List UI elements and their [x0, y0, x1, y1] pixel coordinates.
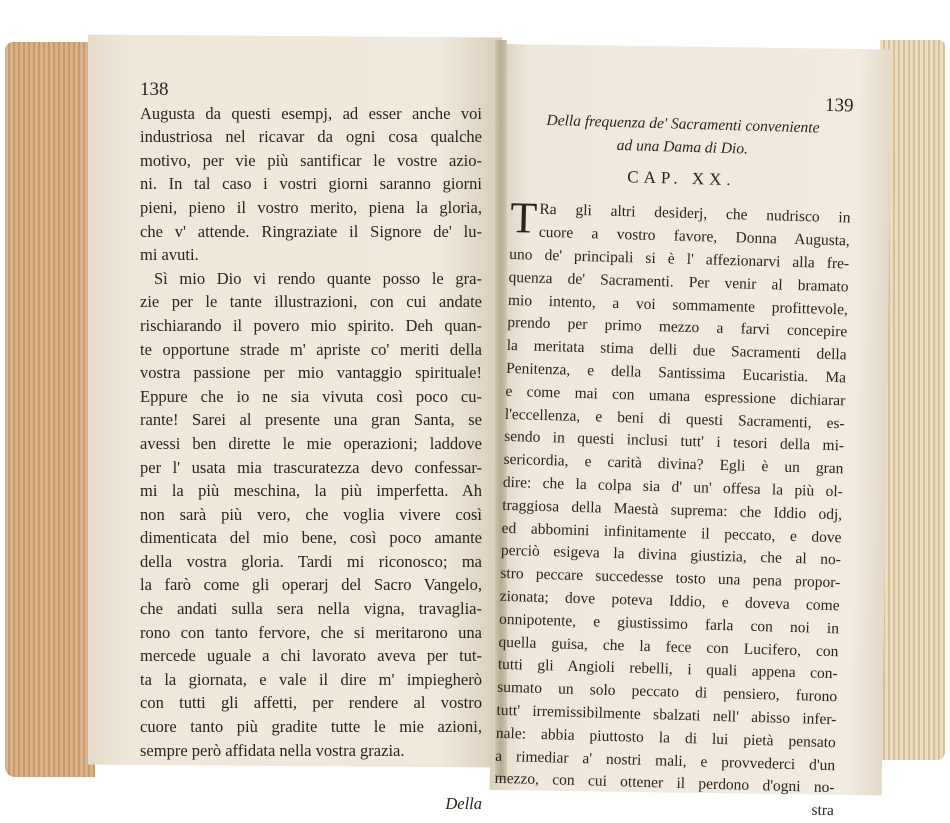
- text-line: Eppure che io ne sia vivuta così poco cu-: [140, 386, 482, 406]
- text-line: per l' usata mia trascuratezza devo confessar-: [140, 457, 482, 477]
- text-line: rante! Sarei al presente una gran Santa, se: [140, 410, 482, 430]
- text-line: mio intento, a voi sommamente profittevole,: [507, 291, 849, 318]
- text-line: uno de' principali si è l' affezionarvi alla fre-: [509, 245, 850, 273]
- chapter-number: CAP. XX.: [626, 167, 736, 190]
- text-line: quenza de' Sacramenti. Per venir al bramato: [508, 268, 849, 296]
- catchword: Della: [445, 794, 482, 814]
- text-line: e come mai con umana espressione dichiarar: [505, 382, 846, 410]
- text-line: non sarà più vero, che voglia vivere così: [140, 504, 482, 524]
- text-line: zionata; dove poteva Iddio, e doveva come: [499, 587, 840, 615]
- drop-cap: T: [509, 193, 538, 244]
- text-line: ta la giornata, e vale il dire m' impiegherò: [140, 669, 482, 689]
- text-line: che andati sulla sera nella vigna, travaglia-: [140, 599, 482, 619]
- text-line: motivo, per vie più santificar le vostre azio-: [140, 150, 482, 170]
- text-line: l'eccellenza, e beni di questi Sacramenti, es-: [504, 405, 845, 432]
- chapter-heading: ad una Dama di Dio.: [616, 136, 749, 158]
- text-line: Penitenza, e della Santissima Eucaristia. Ma: [505, 359, 847, 387]
- text-line: dimenticata del mio bene, così poco amante: [140, 528, 482, 548]
- text-line: sumato un solo peccato di pensiero, furono: [496, 678, 838, 706]
- left-page-edges: [5, 42, 95, 777]
- text-line: che v' attende. Ringraziate il Signore de' lu-: [140, 221, 482, 241]
- text-line: mi la più meschina, la più imperfetta. Ah: [140, 481, 482, 501]
- text-line: traggiosa della Maestà suprema: che Iddio odj,: [502, 496, 843, 524]
- text-line: sempre però affidata nella vostra grazia.: [140, 740, 405, 760]
- text-line: sendo in questi inclusi tutt' i tesori della mi-: [503, 428, 845, 455]
- text-line: nale: abbia piuttosto la di lui pietà pensato: [495, 724, 837, 751]
- text-line: quella guisa, che la fece con Lucifero, con: [498, 633, 839, 660]
- catchword: stra: [811, 801, 835, 820]
- right-page-text: [494, 86, 854, 823]
- text-line: perciò esigeva la divina giustizia, che al no-: [500, 542, 842, 569]
- text-line: Augusta da questi esempj, ad esser anche voi: [140, 103, 482, 123]
- text-line: rischiarando il povero mio spirito. Deh quan-: [140, 315, 482, 335]
- text-line: Sì mio Dio vi rendo quante posso le gra-: [154, 268, 482, 288]
- text-line: pieni, pieno il vostro merito, piena la gloria,: [140, 197, 482, 217]
- text-line: mercede uguale a chi lavorato aveva per tut-: [140, 646, 482, 666]
- text-line: ed abbomini infinitamente il peccato, e dove: [501, 519, 842, 546]
- text-line: stro peccare succedesse tosto una pena propor-: [500, 564, 841, 592]
- text-line: prendo per primo mezzo a farvi concepire: [507, 314, 848, 341]
- text-line: ni. In tal caso i vostri giorni saranno giorni: [140, 174, 482, 194]
- page-number: 138: [140, 79, 169, 100]
- text-line: cuore a vostro favore, Donna Augusta,: [538, 223, 851, 250]
- text-line: dire: che la colpa sia d' un' offesa la più ol-: [502, 473, 844, 501]
- text-line: sericordia, e carità divina? Egli è un gran: [503, 451, 844, 478]
- text-line: a rimediar a' nostri mali, e provvederci d'un: [495, 747, 836, 774]
- text-line: tutt' irremissibilmente sbalzati nell' abisso infer-: [496, 701, 837, 729]
- text-line: cuore tanto più gradite tutte le mie azioni,: [140, 717, 482, 737]
- text-line: la meritata stima delli due Sacramenti della: [506, 337, 847, 364]
- text-line: mezzo, con cui ottener il perdono d'ogni no-: [494, 770, 835, 797]
- left-page-text: [140, 78, 482, 816]
- text-line: con tutti gli affetti, per rendere al vostro: [140, 693, 482, 713]
- text-line: te opportune strade m' apriste co' meriti della: [140, 339, 482, 359]
- text-line: industriosa nel ricavar da ogni cosa qualche: [140, 127, 482, 147]
- page-number: 139: [824, 94, 854, 117]
- text-line: zie per le tante illustrazioni, con cui andate: [140, 292, 482, 312]
- chapter-heading: Della frequenza de' Sacramenti conveniente: [546, 111, 820, 137]
- text-line: Ra gli altri desiderj, che nudrisco in: [539, 201, 851, 227]
- text-line: onnipotente, e giustissimo farla con noi in: [498, 610, 840, 638]
- text-line: tutti gli Angioli rebelli, i quali appena con-: [497, 656, 838, 683]
- text-line: della vostra gloria. Tardi mi riconosco; ma: [140, 551, 482, 571]
- text-line: la farò come gli operarj del Sacro Vangelo,: [140, 575, 482, 595]
- text-line: vostra passione per mio vantaggio spirituale!: [140, 363, 482, 383]
- text-line: mi avuti.: [140, 245, 199, 265]
- text-line: rono con tanto fervore, che si meritarono una: [140, 622, 482, 642]
- text-line: avessi ben dirette le mie operazioni; laddove: [140, 433, 482, 453]
